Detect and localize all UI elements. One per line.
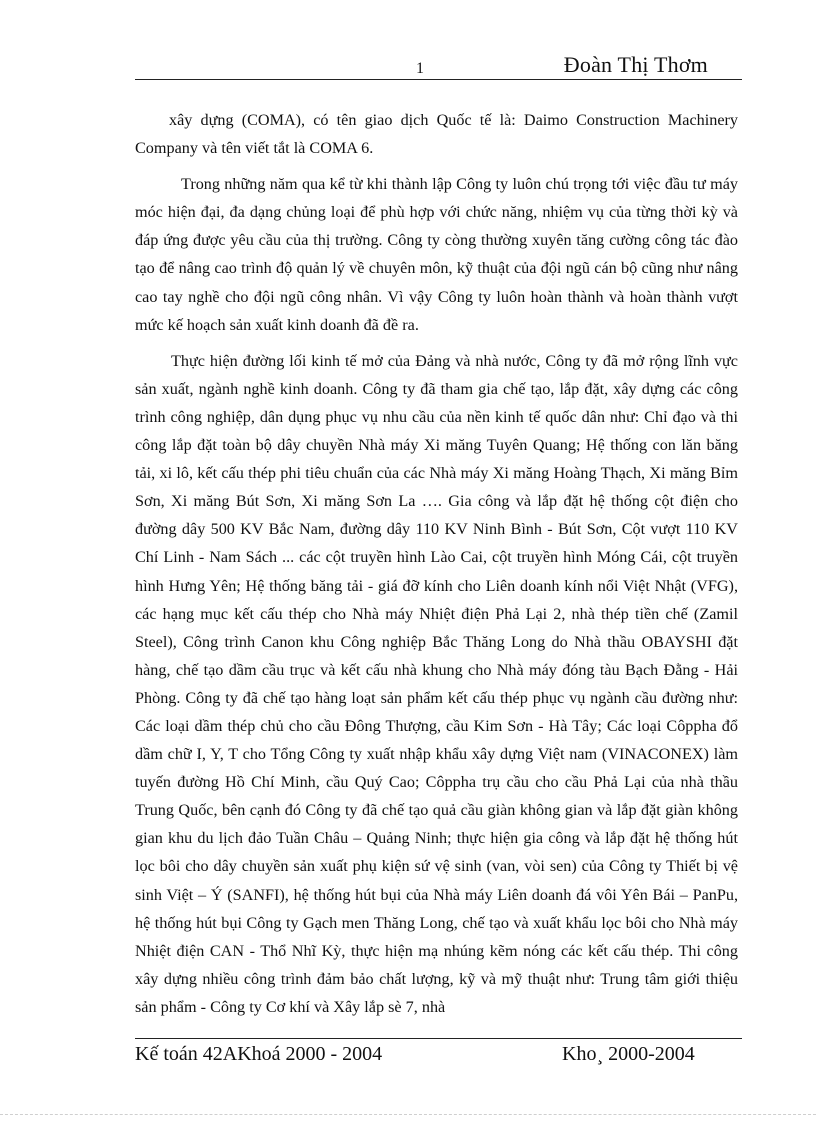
header-divider xyxy=(135,79,742,80)
page-edge xyxy=(0,1114,816,1115)
paragraph-continuation: xây dựng (COMA), có tên giao dịch Quốc tế là: Daimo Construction Machinery Company và tên viết tắt là COMA 6. xyxy=(135,111,738,158)
page-header xyxy=(135,48,742,78)
page-number: 1 xyxy=(416,60,424,77)
paragraph-investment: Trong những năm qua kể từ khi thành lập Công ty luôn chú trọng tới việc đầu tư máy móc hiện đại, đa dạng chủng loại để phù hợp với chức năng, nhiệm vụ của từng thời kỳ và đáp ứng được yêu cầu của thị trường. Công ty còng thường xuyên tăng cường công tác đào tạo để nâng cao trình độ quản lý về chuyên môn, kỹ thuật của đội ngũ cán bộ cũng như nâng cao tay nghề cho đội ngũ công nhân. Vì vậy Công ty luôn hoàn thành và hoàn thành vượt mức kế hoạch sản xuất kinh doanh đã đề ra. xyxy=(135,175,738,334)
footer-divider xyxy=(135,1038,742,1039)
footer-course: Kế toán 42AKhoá 2000 - 2004 xyxy=(135,1043,383,1065)
footer-years: Kho¸ 2000-2004 xyxy=(562,1043,695,1065)
document-body xyxy=(135,106,738,1021)
paragraph-projects: Thực hiện đường lối kinh tế mở của Đảng và nhà nước, Công ty đã mở rộng lĩnh vực sản xuất, ngành nghề kinh doanh. Công ty đã tham gia chế tạo, lắp đặt, xây dựng các công trình công nghiệp, dân dụng phục vụ nhu cầu của nền kinh tế quốc dân như: Chỉ đạo và thi công lắp đặt toàn bộ dây chuyền Nhà máy Xi măng Tuyên Quang; Hệ thống con lăn băng tải, xi lô, kết cấu thép phi tiêu chuẩn của các Nhà máy Xi măng Hoàng Thạch, Xi măng Bỉm Sơn, Xi măng Bút Sơn, Xi măng Sơn La …. Gia công và lắp đặt hệ thống cột điện cho đường dây 500 KV Bắc Nam, đường dây 110 KV Ninh Bình - Bút Sơn, Cột vượt 110 KV Chí Linh - Nam Sách ... các cột truyền hình Lào Cai, cột truyền hình Móng Cái, cột truyền hình Hưng Yên; Hệ thống băng tải - giá đỡ kính cho Liên doanh kính nổi Việt Nhật (VFG), các hạng mục kết cấu thép cho Nhà máy Nhiệt điện Phả Lại 2, nhà thép tiền chế (Zamil Steel), Công trình Canon khu Công nghiệp Bắc Thăng Long do Nhà thầu OBAYSHI đặt hàng, chế tạo dầm cầu trục và kết cấu nhà khung cho Nhà máy đóng tàu Bạch Đằng - Hải Phòng. Công ty đã chế tạo hàng loạt sản phẩm kết cấu thép phục vụ ngành cầu đường như: Các loại dầm thép chủ cho cầu Đông Thượng, cầu Kim Sơn - Hà Tây; Các loại Côppha đổ dầm chữ I, Y, T cho Tổng Công ty xuất nhập khẩu xây dựng Việt nam (VINACONEX) làm tuyến đường Hồ Chí Minh, cầu Quý Cao; Côppha trụ cầu cho cầu Phả Lại của nhà thầu Trung Quốc, bên cạnh đó Công ty đã chế tạo quả cầu giàn không gian và lắp đặt giàn không gian khu du lịch đảo Tuần Châu – Quảng Ninh; thực hiện gia công và lắp đặt hệ thống hút lọc bôi cho dây chuyền sản xuất phụ kiện sứ vệ sinh (van, vòi sen) của Công ty Thiết bị vệ sinh Việt – Ý (SANFI), hệ thống hút bụi của Nhà máy Liên doanh đá vôi Yên Bái – PanPu, hệ thống hút bụi Công ty Gạch men Thăng Long, chế tạo và xuất khẩu lọc bôi cho Nhà máy Nhiệt điện CAN - Thổ Nhĩ Kỳ, thực hiện mạ nhúng kẽm nóng các kết cấu thép. Thi công xây dựng nhiều công trình đảm bảo chất lượng, kỹ và mỹ thuật như: Trung tâm giới thiệu sản phẩm - Công ty Cơ khí và Xây lắp sè 7, nhà xyxy=(135,351,738,1016)
author-name: Đoàn Thị Thơm xyxy=(563,52,708,77)
